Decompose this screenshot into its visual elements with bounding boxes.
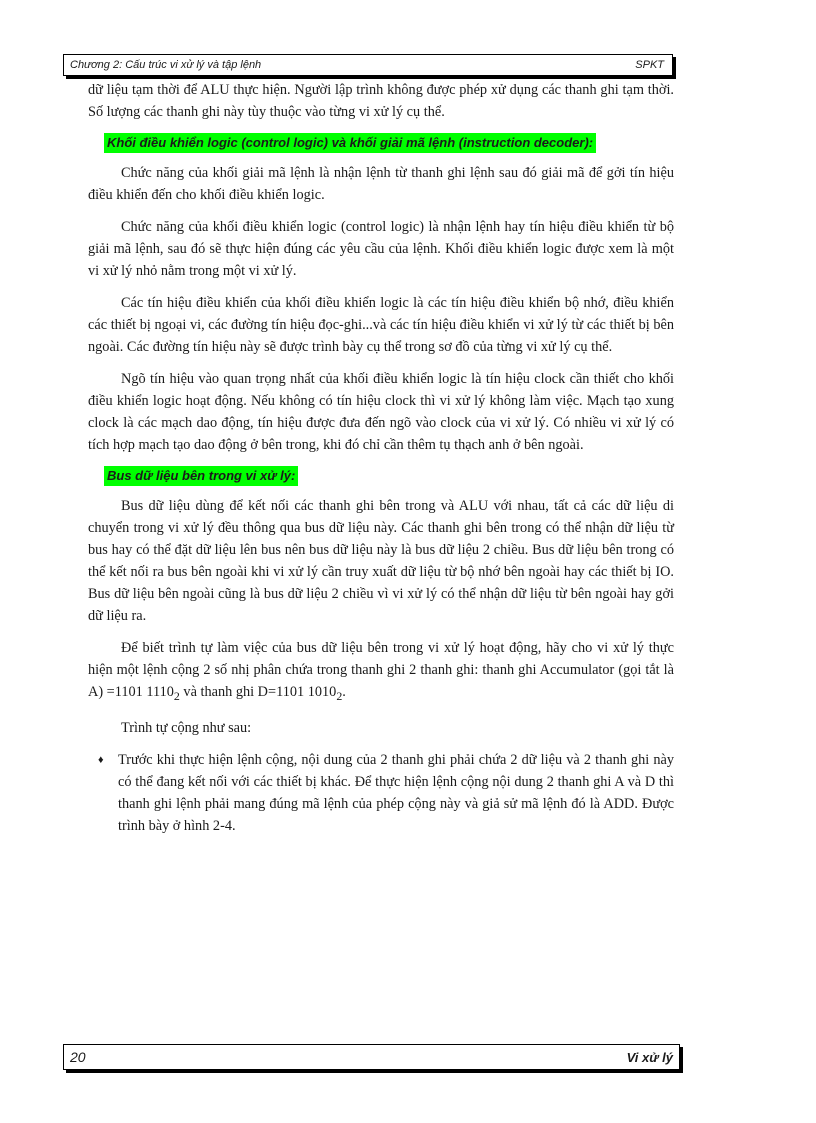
- paragraph: Bus dữ liệu dùng để kết nối các thanh ghi bên trong và ALU với nhau, tất cả các dữ liệu di chuyển trong vi xử lý đều thông qua bus dữ liệu này. Các thanh ghi bên trong có thể nhận dữ liệu từ bus hay có thể đặt dữ liệu lên bus nên bus dữ liệu này là bus dữ liệu 2 chiều. Bus dữ liệu bên trong có thể kết nối ra bus bên ngoài khi vi xử lý cần truy xuất dữ liệu từ bộ nhớ bên ngoài hay các thiết bị IO. Bus dữ liệu bên ngoài cũng là bus dữ liệu 2 chiều vì vi xử lý có thể nhận dữ liệu từ bên ngoài hay gởi dữ liệu ra.: [88, 498, 674, 624]
- section-heading-internal-bus: [88, 465, 674, 487]
- binary-subscript: 2: [336, 688, 343, 703]
- binary-subscript: 2: [173, 688, 180, 703]
- diamond-bullet-icon: ♦: [98, 753, 104, 766]
- paragraph: Các tín hiệu điều khiển của khối điều khiển logic là các tín hiệu điều khiển bộ nhớ, điều khiển các thiết bị ngoại vi, các đường tín hiệu đọc-ghi...và các tín hiệu điều khiển vi xử lý từ các thiết bị bên ngoài. Các đường tín hiệu này sẽ được trình bày cụ thể trong sơ đồ của từng vi xử lý cụ thể.: [88, 295, 674, 355]
- page-header: [63, 54, 673, 76]
- chapter-title: Chương 2: Cấu trúc vi xử lý và tập lệnh: [70, 59, 262, 71]
- paragraph-text: Để biết trình tự làm việc của bus dữ liệu bên trong vi xử lý hoạt động, hãy cho vi xử lý thực hiện một lệnh cộng 2 số nhị phân chứa trong thanh ghi 2 thanh ghi: thanh ghi Accumulator (gọi tắt là A) =1101 1110: [88, 640, 674, 700]
- paragraph-accumulator-example: [88, 637, 674, 707]
- paragraph: Ngõ tín hiệu vào quan trọng nhất của khối điều khiển logic là tín hiệu clock cần thiết cho khối điều khiển logic hoạt động. Nếu không có tín hiệu clock thì vi xử lý không làm việc. Mạch tạo xung clock là các mạch dao động, tín hiệu được đưa đến ngõ vào clock của vi xử lý. Có nhiều vi xử lý có tích hợp mạch tạo dao động ở bên trong, khi đó chỉ cần thêm tụ thạch anh ở bên ngoài.: [88, 371, 674, 453]
- paragraph: Trình tự cộng như sau:: [121, 719, 252, 736]
- page-footer: [63, 1044, 680, 1070]
- paragraph-text: và thanh ghi D=1101 1010: [179, 684, 337, 700]
- section-heading-control-logic: [88, 132, 674, 154]
- section-heading-text: Khối điều khiển logic (control logic) và khối giải mã lệnh (instruction decoder):: [104, 133, 596, 153]
- page-content: [88, 79, 674, 837]
- page-number: 20: [70, 1049, 86, 1065]
- paragraph: Chức năng của khối điều khiển logic (control logic) là nhận lệnh hay tín hiệu điều khiển từ bộ giải mã lệnh, sau đó sẽ thực hiện đúng các yêu cầu của lệnh. Khối điều khiển logic được xem là một vi xử lý nhỏ nằm trong một vi xử lý.: [88, 219, 674, 279]
- book-title: Vi xử lý: [626, 1049, 673, 1065]
- paragraph-text: .: [342, 684, 346, 700]
- section-heading-text: Bus dữ liệu bên trong vi xử lý:: [104, 466, 298, 486]
- intro-paragraph: dữ liệu tạm thời để ALU thực hiện. Người lập trình không được phép xử dụng các thanh ghi tạm thời. Số lượng các thanh ghi này tùy thuộc vào từng vi xử lý cụ thể.: [88, 82, 674, 120]
- bullet-text: Trước khi thực hiện lệnh cộng, nội dung của 2 thanh ghi phải chứa 2 dữ liệu và 2 thanh ghi này có thể đang kết nối với các thiết bị khác. Để thực hiện lệnh cộng nội dung 2 thanh ghi A và D thì thanh ghi lệnh phải mang đúng mã lệnh của phép cộng này và giả sử mã lệnh đó là ADD. Được trình bày ở hình 2-4.: [118, 751, 674, 834]
- paragraph: Chức năng của khối giải mã lệnh là nhận lệnh từ thanh ghi lệnh sau đó giải mã để gởi tín hiệu điều khiển đến cho khối điều khiển logic.: [88, 165, 674, 203]
- bullet-item: [88, 749, 674, 837]
- school-label: SPKT: [635, 59, 664, 71]
